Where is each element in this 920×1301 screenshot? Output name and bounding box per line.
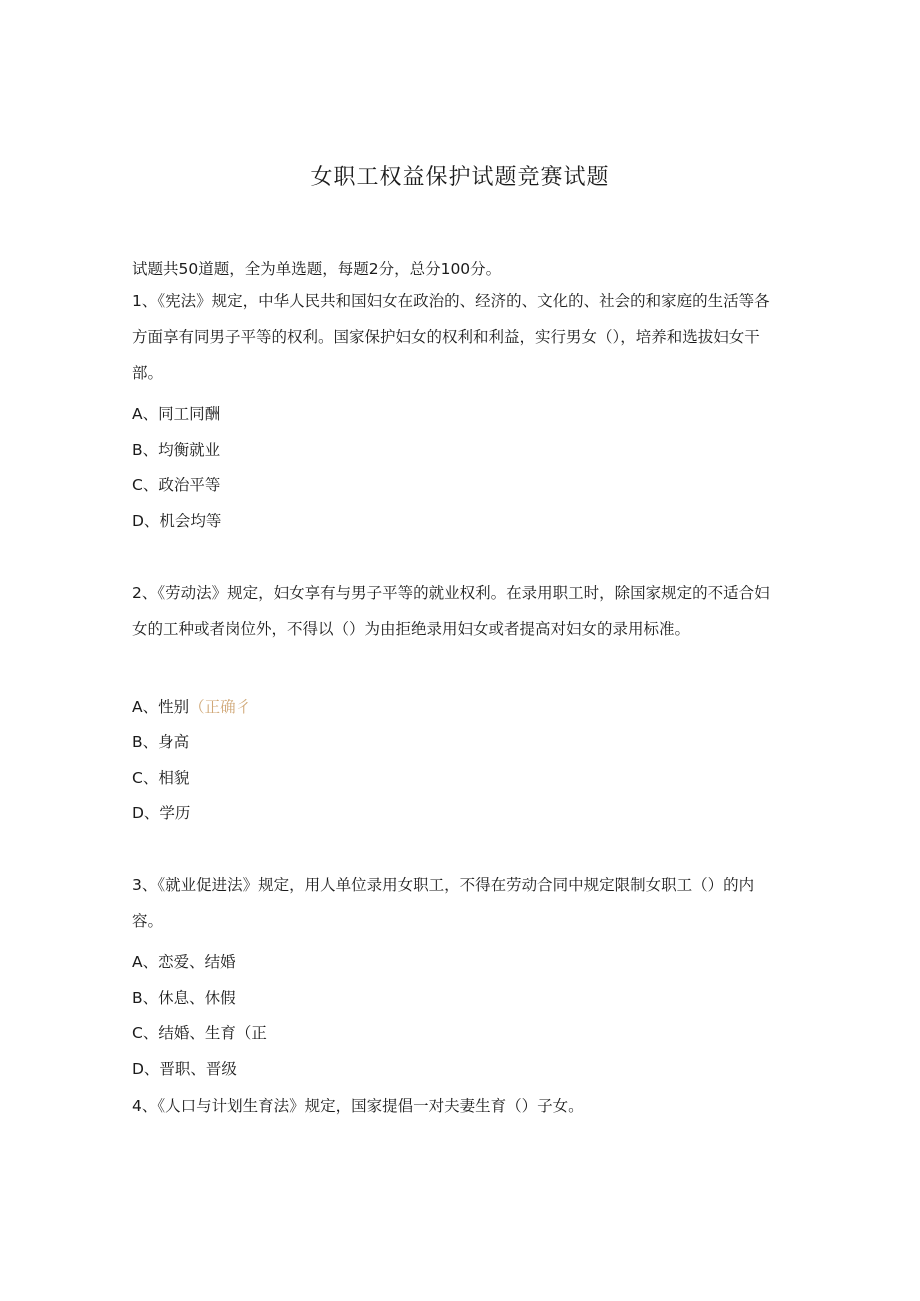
question-2-option-d: D、学历 [132,804,191,822]
question-3-option-d: D、晋职、晋级 [132,1060,237,1078]
question-2-text: 2、《劳动法》规定，妇女享有与男子平等的就业权利。在录用职工时，除国家规定的不适合妇女的工种或者岗位外，不得以（）为由拒绝录用妇女或者提高对妇女的录用标准。 [132,584,770,638]
question-2-option-a [132,695,251,717]
question-3-text: 3、《就业促进法》规定，用人单位录用女职工，不得在劳动合同中规定限制女职工（）的内容。 [132,876,755,930]
question-4-text: 4、《人口与计划生育法》规定，国家提倡一对夫妻生育（）子女。 [132,1097,584,1115]
question-3-option-a: A、恋爱、结婚 [132,953,236,971]
question-1-option-d: D、机会均等 [132,512,222,530]
exam-intro: 试题共50道题，全为单选题，每题2分，总分100分。 [132,260,502,278]
question-1-option-a: A、同工同酬 [132,405,221,423]
question-3-option-b: B、休息、休假 [132,989,236,1007]
question-2-option-b: B、身高 [132,733,190,751]
question-2-option-c: C、相貌 [132,769,190,787]
question-2-option-a-label: A、性别 [132,698,190,716]
question-1-option-c: C、政治平等 [132,476,221,494]
question-1-option-b: B、均衡就业 [132,441,221,459]
question-3-option-c: C、结婚、生育（正 [132,1024,267,1042]
page-title: 女职工权益保护试题竞赛试题 [310,165,610,190]
answer-hint-tail: 彳 [235,698,252,716]
question-1-text: 1、《宪法》规定，中华人民共和国妇女在政治的、经济的、文化的、社会的和家庭的生活等各方面享有同男子平等的权利。国家保护妇女的权利和利益，实行男女（），培养和选拔妇女干部。 [132,292,770,382]
answer-hint: （正确 [189,698,236,716]
